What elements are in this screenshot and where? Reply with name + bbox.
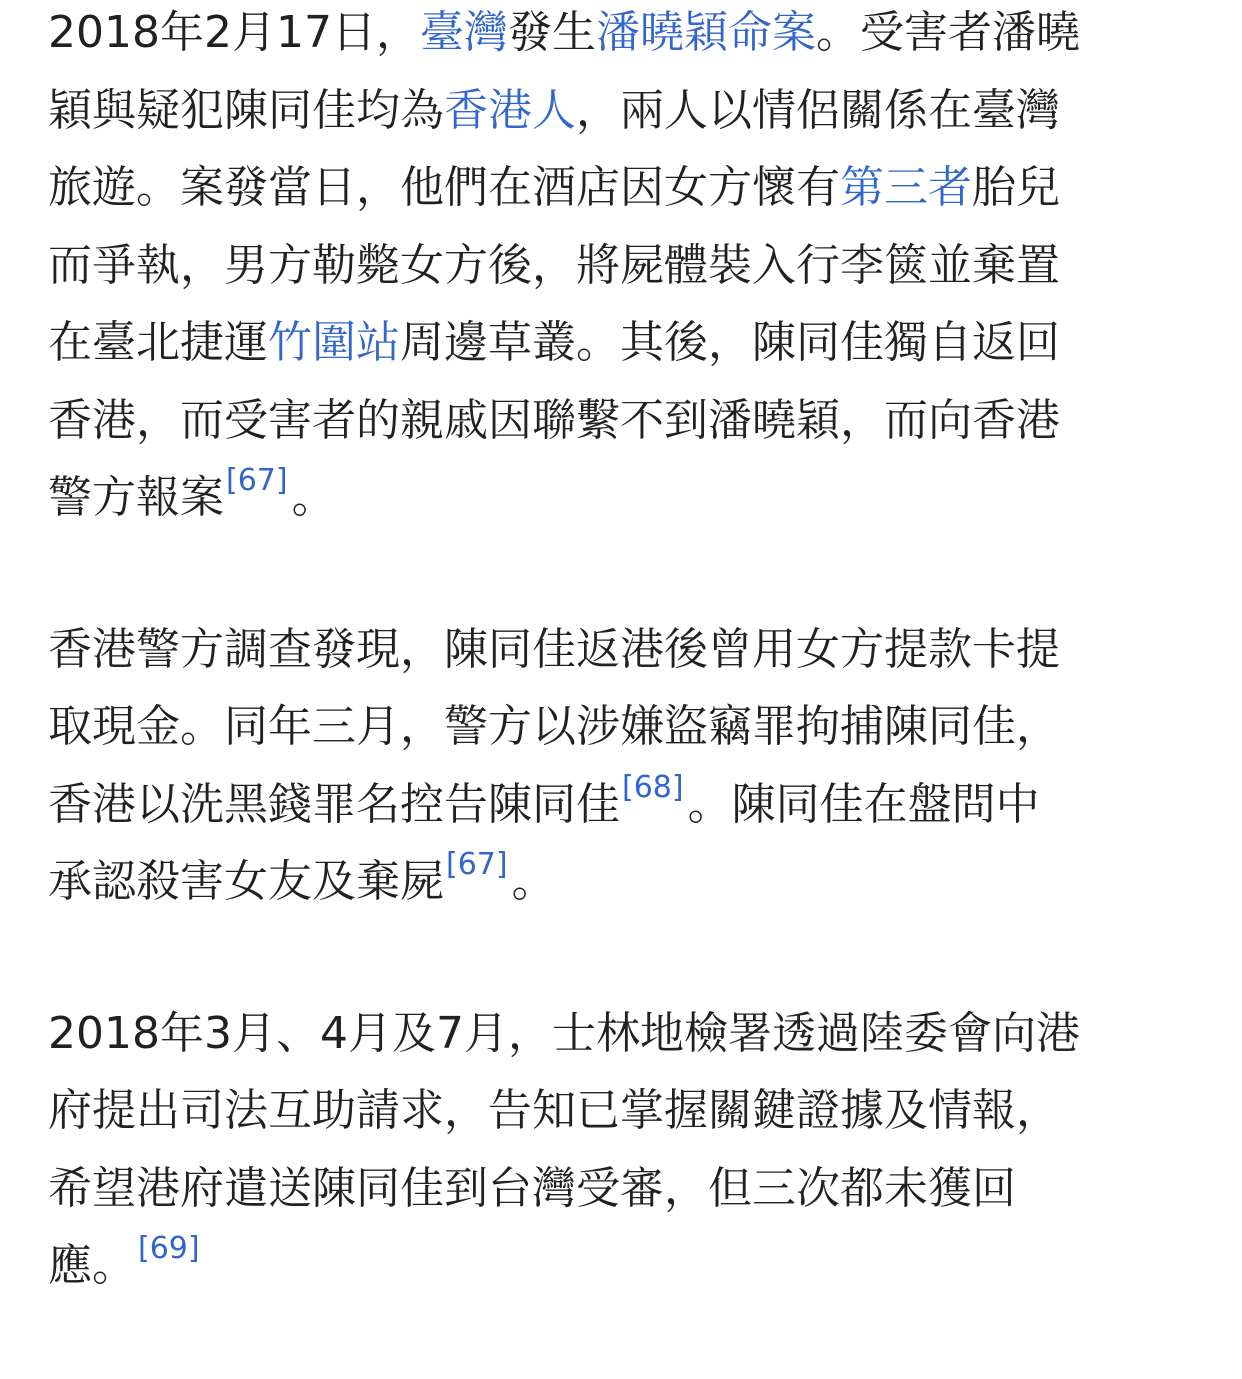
paragraph-1 [48,0,1173,537]
body-text: 府提出司法互助請求，告知已掌握關鍵證據及情報， [48,1085,1060,1136]
body-text: 穎與疑犯陳同佳均為 [48,84,444,136]
text-line [48,304,1173,382]
paragraph-2 [48,611,1173,921]
body-text: 2018年2月17日， [48,7,420,58]
paragraph-3 [48,995,1173,1305]
article-link[interactable]: 香港人 [444,84,576,136]
text-line [48,382,1173,460]
body-text: 而爭執，男方勒斃女方後，將屍體裝入行李篋並棄置 [48,239,1060,291]
text-line [48,1227,1173,1305]
article-link[interactable]: 竹圍站 [268,317,400,368]
text-line [48,611,1173,689]
body-text: 香港警方調查發現，陳同佳返港後曾用女方提款卡提 [48,623,1060,675]
body-text: 旅遊。案發當日，他們在酒店因女方懷有 [48,162,840,213]
body-text: 。受害者潘曉 [815,7,1080,58]
body-text: 警方報案 [48,472,224,523]
body-text: 發生 [507,7,596,58]
article-link[interactable]: 臺灣 [419,7,508,58]
body-text: 2018年3月、4月及7月，士林地檢署透過陸委會向港 [48,1007,1080,1059]
body-text: 周邊草叢。其後，陳同佳獨自返回 [400,317,1060,368]
text-line [48,0,1173,72]
article-link[interactable]: 潘曉穎命案 [595,7,816,58]
body-text: 。 [511,856,556,907]
text-line [48,72,1173,150]
body-text: 應。 [48,1240,136,1291]
reference-link[interactable]: [67] [226,463,288,498]
text-line [48,766,1173,844]
text-line [48,1150,1173,1228]
text-line [48,149,1173,227]
text-line [48,459,1173,537]
body-text: ，兩人以情侶關係在臺灣 [576,84,1060,136]
text-line [48,995,1173,1073]
reference-link[interactable]: [69] [138,1231,200,1266]
article-link[interactable]: 第三者 [840,162,972,213]
body-text: 取現金。同年三月，警方以涉嫌盜竊罪拘捕陳同佳， [48,701,1060,752]
body-text: 。陳同佳在盤問中 [687,778,1040,830]
reference-link[interactable]: [67] [446,847,508,882]
body-text: 香港以洗黑錢罪名控告陳同佳 [48,778,620,830]
body-text: 希望港府遣送陳同佳到台灣受審，但三次都未獲回 [48,1162,1016,1214]
text-line [48,1072,1173,1150]
body-text: 。 [291,472,336,523]
body-text: 胎兒 [972,162,1060,213]
body-text: 在臺北捷運 [48,317,268,368]
body-text: 承認殺害女友及棄屍 [48,856,444,907]
text-line [48,227,1173,305]
text-line [48,843,1173,921]
text-line [48,688,1173,766]
body-text: 香港，而受害者的親戚因聯繫不到潘曉穎，而向香港 [48,394,1060,446]
article-body [48,0,1173,1379]
reference-link[interactable]: [68] [622,769,684,805]
